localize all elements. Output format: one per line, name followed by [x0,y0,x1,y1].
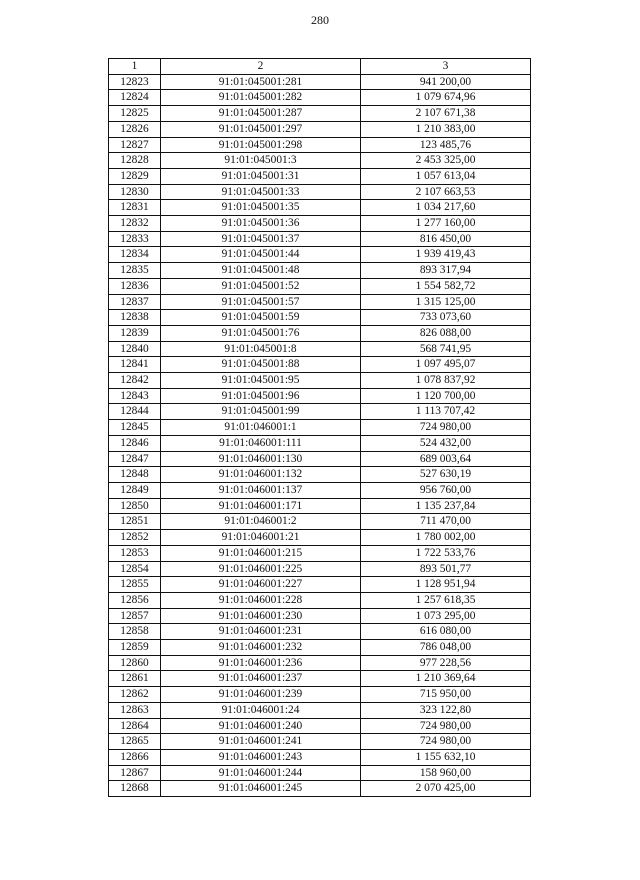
value-cell: 123 485,76 [361,137,531,153]
row-number-cell: 12837 [109,294,161,310]
table-row [109,74,531,90]
table-row [109,310,531,326]
row-number-cell: 12846 [109,435,161,451]
table-row [109,451,531,467]
value-cell: 733 073,60 [361,310,531,326]
table-row [109,216,531,232]
table-row [109,137,531,153]
table-row [109,561,531,577]
table-row [109,435,531,451]
cadastral-number-cell: 91:01:046001:130 [161,451,361,467]
row-number-cell: 12826 [109,121,161,137]
header-row [109,59,531,75]
table-row [109,702,531,718]
value-cell: 826 088,00 [361,325,531,341]
table-row [109,373,531,389]
table-row [109,655,531,671]
value-cell: 1 939 419,43 [361,247,531,263]
value-cell: 1 078 837,92 [361,373,531,389]
value-cell: 1 722 533,76 [361,545,531,561]
cadastral-number-cell: 91:01:045001:31 [161,168,361,184]
table-header [109,59,531,75]
value-cell: 1 034 217,60 [361,200,531,216]
value-cell: 158 960,00 [361,765,531,781]
value-cell: 2 107 671,38 [361,106,531,122]
row-number-cell: 12838 [109,310,161,326]
value-cell: 956 760,00 [361,482,531,498]
table-row [109,592,531,608]
value-cell: 724 980,00 [361,420,531,436]
cadastral-number-cell: 91:01:046001:132 [161,467,361,483]
value-cell: 323 122,80 [361,702,531,718]
value-cell: 1 120 700,00 [361,388,531,404]
table-row [109,577,531,593]
cadastral-number-cell: 91:01:045001:99 [161,404,361,420]
row-number-cell: 12856 [109,592,161,608]
value-cell: 711 470,00 [361,514,531,530]
cadastral-number-cell: 91:01:045001:298 [161,137,361,153]
row-number-cell: 12848 [109,467,161,483]
row-number-cell: 12866 [109,749,161,765]
cadastral-number-cell: 91:01:045001:37 [161,231,361,247]
cadastral-number-cell: 91:01:046001:225 [161,561,361,577]
row-number-cell: 12845 [109,420,161,436]
value-cell: 724 980,00 [361,718,531,734]
table-body [109,74,531,796]
cadastral-number-cell: 91:01:046001:230 [161,608,361,624]
cadastral-number-cell: 91:01:045001:59 [161,310,361,326]
table-row [109,530,531,546]
cadastral-number-cell: 91:01:046001:24 [161,702,361,718]
table-row [109,781,531,797]
row-number-cell: 12847 [109,451,161,467]
table-row [109,404,531,420]
cadastral-number-cell: 91:01:046001:137 [161,482,361,498]
row-number-cell: 12861 [109,671,161,687]
table-row [109,341,531,357]
row-number-cell: 12840 [109,341,161,357]
page-number: 280 [311,13,329,27]
row-number-cell: 12853 [109,545,161,561]
row-number-cell: 12862 [109,687,161,703]
cadastral-number-cell: 91:01:045001:36 [161,216,361,232]
value-cell: 724 980,00 [361,734,531,750]
row-number-cell: 12854 [109,561,161,577]
value-cell: 1 780 002,00 [361,530,531,546]
table-row [109,388,531,404]
row-number-cell: 12843 [109,388,161,404]
table-row [109,121,531,137]
row-number-cell: 12832 [109,216,161,232]
cadastral-number-cell: 91:01:045001:281 [161,74,361,90]
value-cell: 1 257 618,35 [361,592,531,608]
table-row [109,325,531,341]
table-row [109,278,531,294]
table-row [109,718,531,734]
table-row [109,90,531,106]
row-number-cell: 12829 [109,168,161,184]
cadastral-number-cell: 91:01:045001:52 [161,278,361,294]
cadastral-number-cell: 91:01:045001:8 [161,341,361,357]
header-col-3: 3 [361,59,531,75]
cadastral-number-cell: 91:01:046001:243 [161,749,361,765]
cadastral-number-cell: 91:01:045001:33 [161,184,361,200]
cadastral-number-cell: 91:01:046001:111 [161,435,361,451]
row-number-cell: 12852 [109,530,161,546]
value-cell: 1 113 707,42 [361,404,531,420]
cadastral-number-cell: 91:01:046001:1 [161,420,361,436]
cadastral-number-cell: 91:01:046001:236 [161,655,361,671]
row-number-cell: 12868 [109,781,161,797]
cadastral-number-cell: 91:01:046001:228 [161,592,361,608]
cadastral-number-cell: 91:01:045001:95 [161,373,361,389]
row-number-cell: 12830 [109,184,161,200]
cadastral-number-cell: 91:01:046001:227 [161,577,361,593]
value-cell: 816 450,00 [361,231,531,247]
cadastral-number-cell: 91:01:046001:171 [161,498,361,514]
row-number-cell: 12833 [109,231,161,247]
table-row [109,765,531,781]
table-row [109,247,531,263]
cadastral-value-table [108,58,531,797]
cadastral-number-cell: 91:01:046001:2 [161,514,361,530]
cadastral-number-cell: 91:01:045001:287 [161,106,361,122]
row-number-cell: 12831 [109,200,161,216]
value-cell: 1 277 160,00 [361,216,531,232]
row-number-cell: 12858 [109,624,161,640]
cadastral-number-cell: 91:01:045001:88 [161,357,361,373]
value-cell: 1 155 632,10 [361,749,531,765]
value-cell: 689 003,64 [361,451,531,467]
table-row [109,608,531,624]
table-row [109,263,531,279]
cadastral-number-cell: 91:01:045001:76 [161,325,361,341]
table-row [109,671,531,687]
table-row [109,498,531,514]
cadastral-number-cell: 91:01:045001:48 [161,263,361,279]
cadastral-number-cell: 91:01:046001:239 [161,687,361,703]
value-cell: 524 432,00 [361,435,531,451]
value-cell: 893 317,94 [361,263,531,279]
row-number-cell: 12834 [109,247,161,263]
cadastral-number-cell: 91:01:046001:231 [161,624,361,640]
value-cell: 1 057 613,04 [361,168,531,184]
value-cell: 715 950,00 [361,687,531,703]
value-cell: 568 741,95 [361,341,531,357]
value-cell: 2 453 325,00 [361,153,531,169]
value-cell: 1 210 383,00 [361,121,531,137]
cadastral-number-cell: 91:01:046001:21 [161,530,361,546]
table-row [109,231,531,247]
row-number-cell: 12839 [109,325,161,341]
row-number-cell: 12864 [109,718,161,734]
row-number-cell: 12842 [109,373,161,389]
value-cell: 941 200,00 [361,74,531,90]
row-number-cell: 12824 [109,90,161,106]
cadastral-number-cell: 91:01:045001:3 [161,153,361,169]
cadastral-number-cell: 91:01:046001:245 [161,781,361,797]
table-row [109,200,531,216]
cadastral-number-cell: 91:01:046001:215 [161,545,361,561]
cadastral-number-cell: 91:01:046001:237 [161,671,361,687]
table-row [109,545,531,561]
row-number-cell: 12855 [109,577,161,593]
row-number-cell: 12841 [109,357,161,373]
row-number-cell: 12825 [109,106,161,122]
row-number-cell: 12865 [109,734,161,750]
value-cell: 616 080,00 [361,624,531,640]
cadastral-number-cell: 91:01:045001:297 [161,121,361,137]
table-row [109,482,531,498]
row-number-cell: 12857 [109,608,161,624]
table-row [109,184,531,200]
value-cell: 527 630,19 [361,467,531,483]
value-cell: 893 501,77 [361,561,531,577]
row-number-cell: 12835 [109,263,161,279]
value-cell: 1 128 951,94 [361,577,531,593]
row-number-cell: 12860 [109,655,161,671]
value-cell: 1 135 237,84 [361,498,531,514]
cadastral-number-cell: 91:01:045001:35 [161,200,361,216]
value-cell: 1 210 369,64 [361,671,531,687]
header-col-1: 1 [109,59,161,75]
value-cell: 1 097 495,07 [361,357,531,373]
cadastral-number-cell: 91:01:045001:57 [161,294,361,310]
table-row [109,357,531,373]
value-cell: 977 228,56 [361,655,531,671]
row-number-cell: 12823 [109,74,161,90]
row-number-cell: 12850 [109,498,161,514]
row-number-cell: 12867 [109,765,161,781]
table-row [109,640,531,656]
row-number-cell: 12849 [109,482,161,498]
row-number-cell: 12859 [109,640,161,656]
table-row [109,467,531,483]
cadastral-number-cell: 91:01:045001:44 [161,247,361,263]
value-cell: 1 554 582,72 [361,278,531,294]
table-row [109,153,531,169]
value-cell: 1 073 295,00 [361,608,531,624]
value-cell: 1 315 125,00 [361,294,531,310]
cadastral-number-cell: 91:01:046001:241 [161,734,361,750]
table-row [109,624,531,640]
header-col-2: 2 [161,59,361,75]
table-row [109,106,531,122]
table-row [109,294,531,310]
table-row [109,687,531,703]
value-cell: 1 079 674,96 [361,90,531,106]
table-row [109,420,531,436]
cadastral-number-cell: 91:01:045001:96 [161,388,361,404]
value-cell: 2 107 663,53 [361,184,531,200]
row-number-cell: 12851 [109,514,161,530]
cadastral-number-cell: 91:01:046001:232 [161,640,361,656]
row-number-cell: 12836 [109,278,161,294]
row-number-cell: 12828 [109,153,161,169]
table-row [109,514,531,530]
table-row [109,749,531,765]
cadastral-number-cell: 91:01:045001:282 [161,90,361,106]
cadastral-number-cell: 91:01:046001:244 [161,765,361,781]
row-number-cell: 12827 [109,137,161,153]
value-cell: 2 070 425,00 [361,781,531,797]
value-cell: 786 048,00 [361,640,531,656]
row-number-cell: 12863 [109,702,161,718]
table-row [109,168,531,184]
row-number-cell: 12844 [109,404,161,420]
table-row [109,734,531,750]
cadastral-number-cell: 91:01:046001:240 [161,718,361,734]
